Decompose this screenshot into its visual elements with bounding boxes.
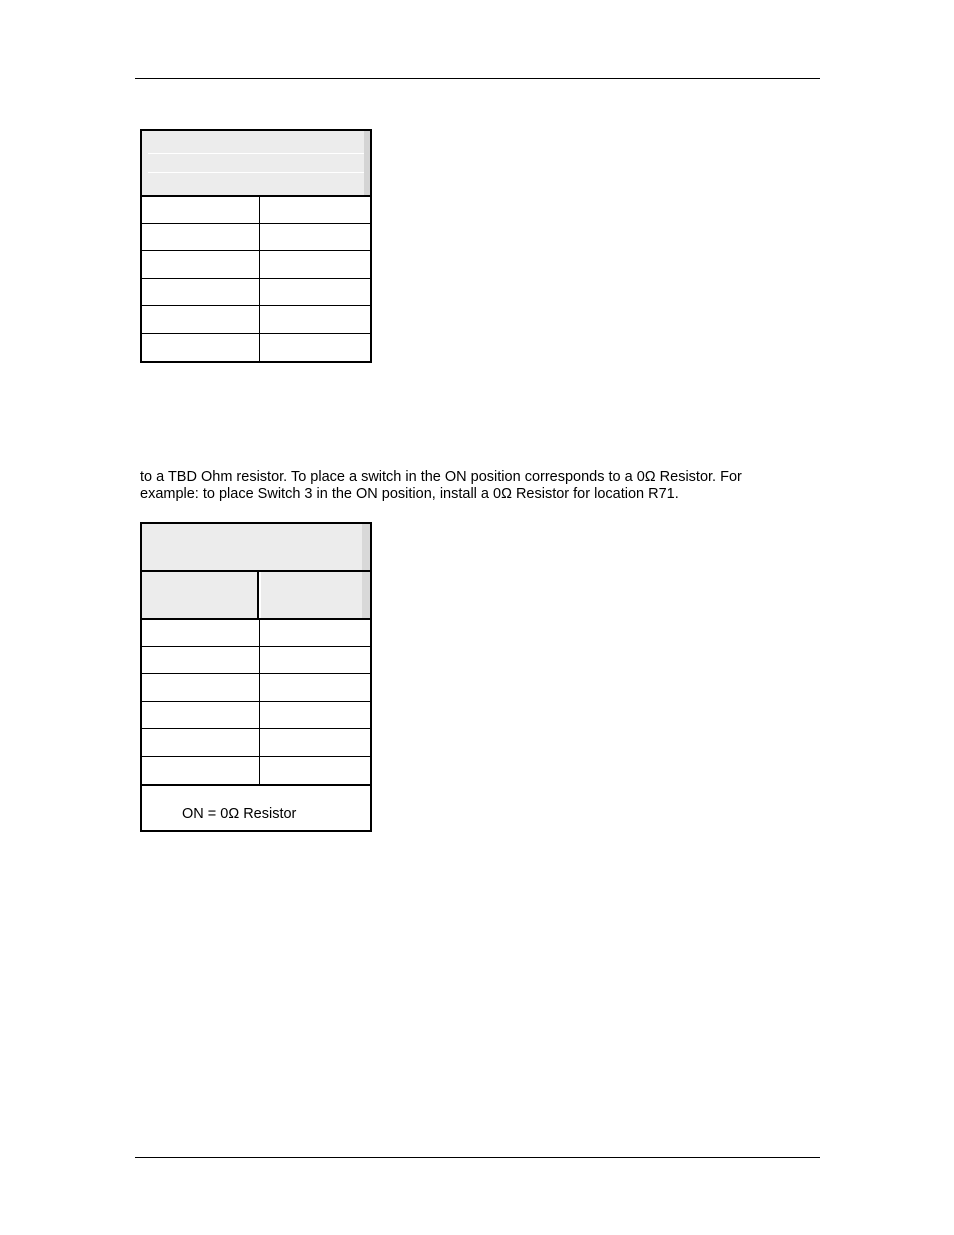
- table-2-footer-separator: [140, 784, 372, 786]
- table-2-header-shade: [362, 572, 370, 618]
- table-2-row-line: [140, 673, 372, 674]
- table-2-row-line: [140, 646, 372, 647]
- table-1-column-divider: [259, 195, 260, 363]
- table-1-row-line: [140, 333, 372, 334]
- table-1-row-line: [140, 250, 372, 251]
- table-2-border-bottom: [140, 830, 372, 832]
- table-2-title-header: [142, 524, 370, 570]
- table-1-row-line: [140, 278, 372, 279]
- table-2-column-header-1: [142, 572, 257, 618]
- table-2-row-line: [140, 701, 372, 702]
- paragraph-line-2: example: to place Switch 3 in the ON position, install a 0Ω Resistor for location R71.: [140, 486, 679, 502]
- table-1-border-top: [140, 129, 372, 131]
- table-1-border-bottom: [140, 361, 372, 363]
- paragraph-line-1: to a TBD Ohm resistor. To place a switch in the ON position corresponds to a 0Ω Resistor. For: [140, 469, 742, 485]
- table-1-row-line: [140, 223, 372, 224]
- footer-rule: [135, 1157, 820, 1158]
- table-1-row-line: [140, 305, 372, 306]
- table-2-border-top: [140, 522, 372, 524]
- table-1-header-gridline: [148, 153, 364, 154]
- table-1-header: [142, 131, 370, 195]
- table-1-border-left: [140, 129, 142, 363]
- table-2-footnote: ON = 0Ω Resistor: [182, 806, 297, 822]
- table-2-header-column-divider: [257, 570, 259, 618]
- table-2-border-right: [370, 522, 372, 832]
- table-2-header-shade: [362, 524, 370, 570]
- table-2-row-line: [140, 728, 372, 729]
- table-1-border-right: [370, 129, 372, 363]
- table-2: [140, 522, 372, 832]
- table-2-header-separator: [140, 618, 372, 620]
- table-1-header-separator: [140, 195, 372, 197]
- table-2-column-header-2: [261, 572, 370, 618]
- table-2-row-line: [140, 756, 372, 757]
- table-1: [140, 129, 372, 363]
- table-1-header-gridline: [148, 172, 364, 173]
- table-2-border-left: [140, 522, 142, 832]
- header-rule: [135, 78, 820, 79]
- body-paragraph: [140, 469, 820, 503]
